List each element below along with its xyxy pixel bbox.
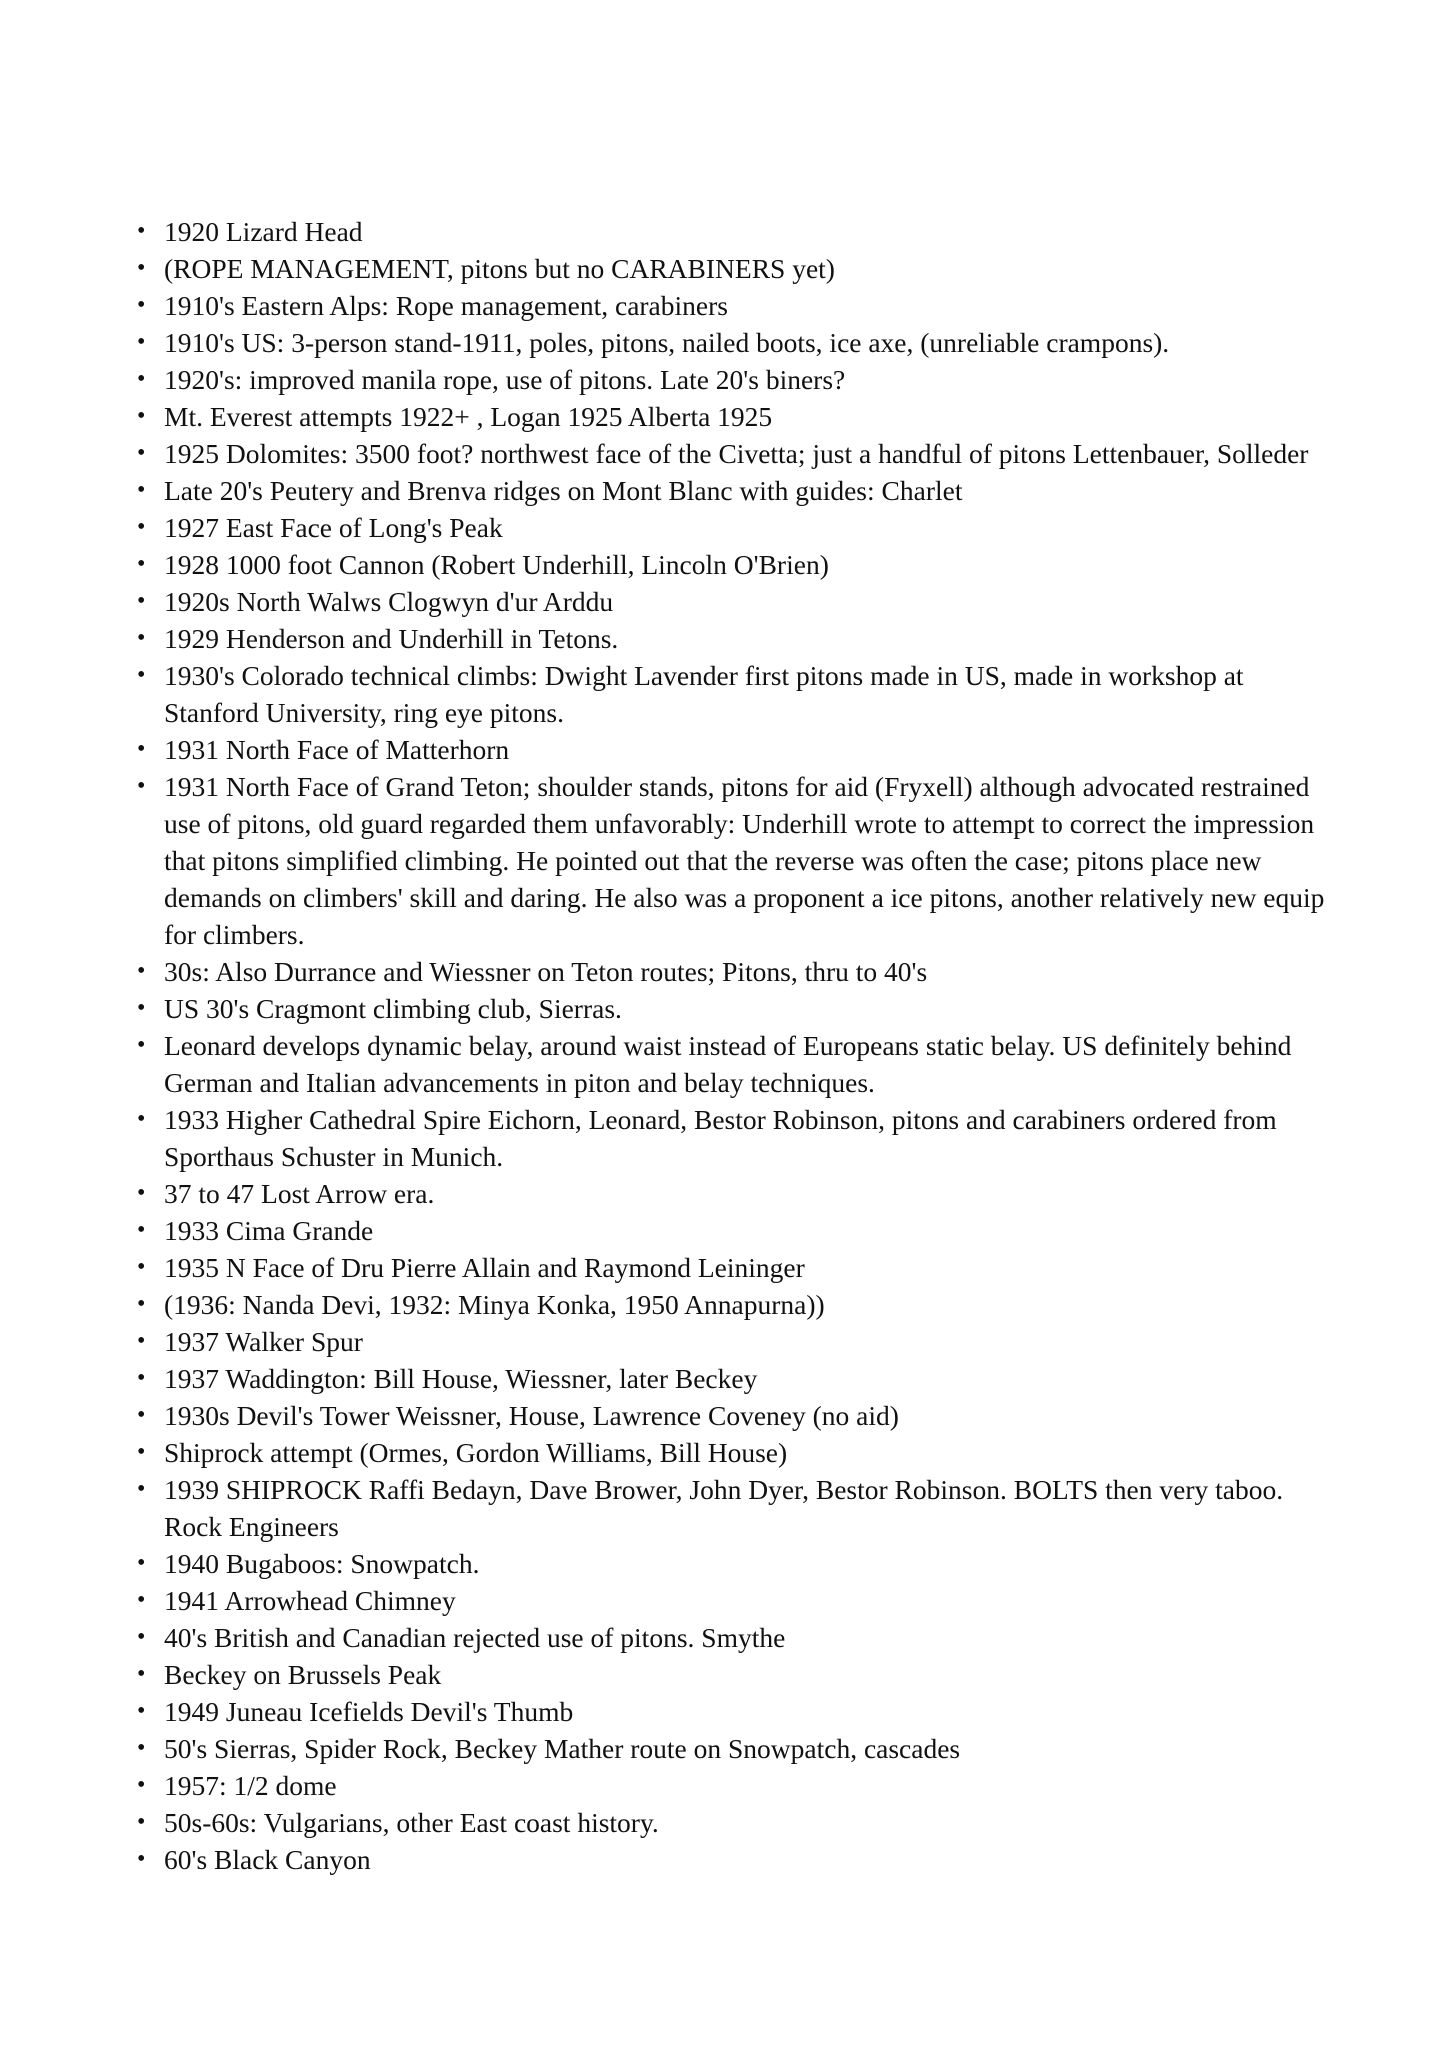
list-item: • 1940 Bugaboos: Snowpatch. bbox=[137, 1545, 1337, 1582]
list-item: • 1920's: improved manila rope, use of pitons. Late 20's biners? bbox=[137, 361, 1337, 398]
list-item: • 1937 Waddington: Bill House, Wiessner, later Beckey bbox=[137, 1360, 1337, 1397]
list-item: • 30s: Also Durrance and Wiessner on Teton routes; Pitons, thru to 40's bbox=[137, 953, 1337, 990]
list-item: • 1925 Dolomites: 3500 foot? northwest face of the Civetta; just a handful of pitons Lettenbauer, Solleder bbox=[137, 435, 1337, 472]
list-item: • US 30's Cragmont climbing club, Sierras. bbox=[137, 990, 1337, 1027]
list-item: • Leonard develops dynamic belay, around waist instead of Europeans static belay. US definitely behind German and Italian advancements in piton and belay techniques. bbox=[137, 1027, 1337, 1101]
list-item: • 1931 North Face of Matterhorn bbox=[137, 731, 1337, 768]
bullet-list bbox=[137, 213, 1337, 1878]
list-item: • 1933 Cima Grande bbox=[137, 1212, 1337, 1249]
list-item: • 1928 1000 foot Cannon (Robert Underhill, Lincoln O'Brien) bbox=[137, 546, 1337, 583]
list-item: • 40's British and Canadian rejected use of pitons. Smythe bbox=[137, 1619, 1337, 1656]
list-item: • 1957: 1/2 dome bbox=[137, 1767, 1337, 1804]
list-item: • (1936: Nanda Devi, 1932: Minya Konka, 1950 Annapurna)) bbox=[137, 1286, 1337, 1323]
list-item: • 1920s North Walws Clogwyn d'ur Arddu bbox=[137, 583, 1337, 620]
list-item: • 1930's Colorado technical climbs: Dwight Lavender first pitons made in US, made in workshop at Stanford University, ring eye pitons. bbox=[137, 657, 1337, 731]
list-item: • 1927 East Face of Long's Peak bbox=[137, 509, 1337, 546]
list-item: • 1930s Devil's Tower Weissner, House, Lawrence Coveney (no aid) bbox=[137, 1397, 1337, 1434]
list-item: • (ROPE MANAGEMENT, pitons but no CARABINERS yet) bbox=[137, 250, 1337, 287]
list-item: • Beckey on Brussels Peak bbox=[137, 1656, 1337, 1693]
list-item: • 1935 N Face of Dru Pierre Allain and Raymond Leininger bbox=[137, 1249, 1337, 1286]
list-item: • Shiprock attempt (Ormes, Gordon Williams, Bill House) bbox=[137, 1434, 1337, 1471]
list-item: • 1931 North Face of Grand Teton; shoulder stands, pitons for aid (Fryxell) although advocated restrained use of pitons, old guard regarded them unfavorably: Underhill wrote to attempt to correct the impression that pitons simplified climbing. He pointed out that the reverse was often the case; pitons place new demands on climbers' skill and daring. He also was a proponent a ice pitons, another relatively new equip for climbers. bbox=[137, 768, 1337, 953]
list-item: • 1910's US: 3-person stand-1911, poles, pitons, nailed boots, ice axe, (unreliable crampons). bbox=[137, 324, 1337, 361]
list-item: • 60's Black Canyon bbox=[137, 1841, 1337, 1878]
list-item: • 50's Sierras, Spider Rock, Beckey Mather route on Snowpatch, cascades bbox=[137, 1730, 1337, 1767]
list-item: • 1937 Walker Spur bbox=[137, 1323, 1337, 1360]
list-item: • 1929 Henderson and Underhill in Tetons. bbox=[137, 620, 1337, 657]
list-item: • 1933 Higher Cathedral Spire Eichorn, Leonard, Bestor Robinson, pitons and carabiners ordered from Sporthaus Schuster in Munich. bbox=[137, 1101, 1337, 1175]
list-item: • Late 20's Peutery and Brenva ridges on Mont Blanc with guides: Charlet bbox=[137, 472, 1337, 509]
list-item: • 1949 Juneau Icefields Devil's Thumb bbox=[137, 1693, 1337, 1730]
list-item: • 37 to 47 Lost Arrow era. bbox=[137, 1175, 1337, 1212]
list-item: • 1939 SHIPROCK Raffi Bedayn, Dave Brower, John Dyer, Bestor Robinson. BOLTS then very taboo. Rock Engineers bbox=[137, 1471, 1337, 1545]
list-item: • 50s-60s: Vulgarians, other East coast history. bbox=[137, 1804, 1337, 1841]
list-item: • 1920 Lizard Head bbox=[137, 213, 1337, 250]
list-item: • Mt. Everest attempts 1922+ , Logan 1925 Alberta 1925 bbox=[137, 398, 1337, 435]
list-item: • 1910's Eastern Alps: Rope management, carabiners bbox=[137, 287, 1337, 324]
list-item: • 1941 Arrowhead Chimney bbox=[137, 1582, 1337, 1619]
